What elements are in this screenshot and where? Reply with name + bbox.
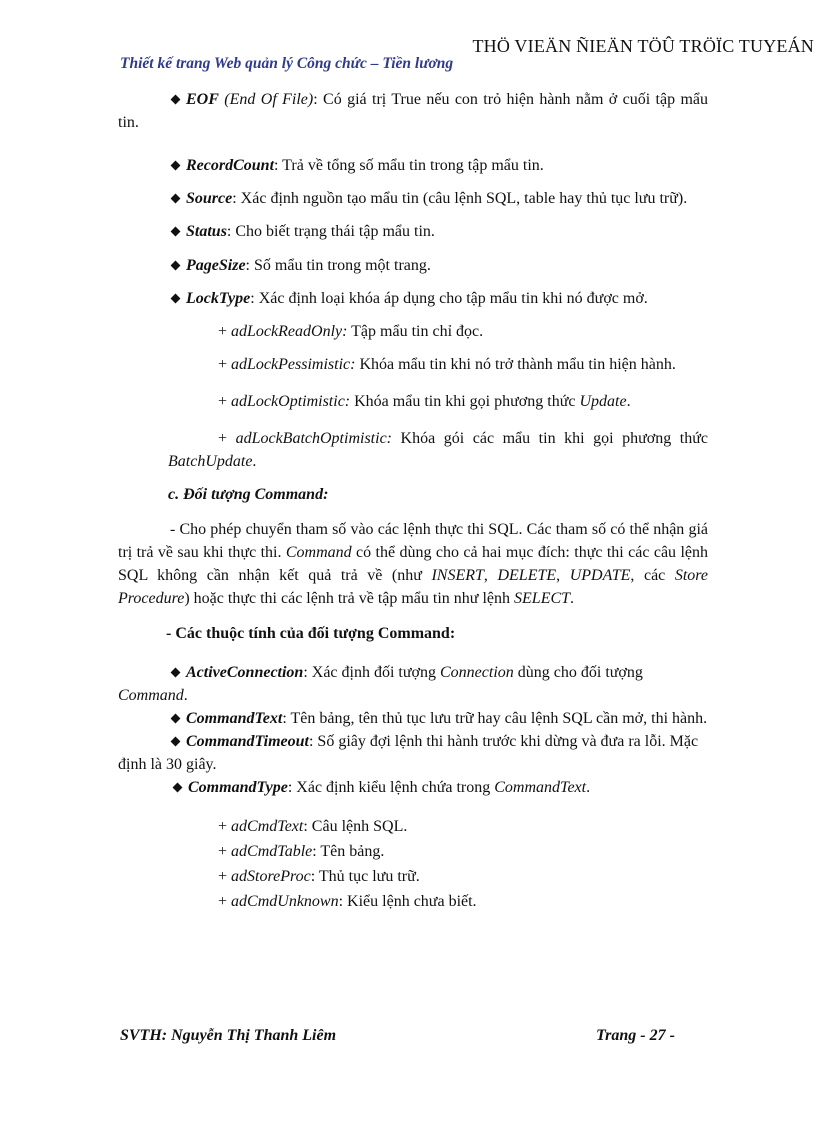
diamond-bullet-icon: [173, 782, 183, 792]
properties-title: - Các thuộc tính của đối tượng Command:: [166, 625, 456, 642]
properties-heading: [118, 622, 708, 645]
para-term: SELECT: [514, 590, 571, 607]
cmdtype-unknown: + adCmdUnknown: Kiểu lệnh chưa biết.: [218, 893, 477, 910]
cmdtype-desc: : Thủ tục lưu trữ.: [310, 868, 420, 885]
para-text: .: [570, 590, 575, 607]
prop-desc: : Tên bảng, tên thủ tục lưu trữ hay câu lệnh SQL cần mở, thi hành.: [282, 710, 708, 727]
cmdtype-name: adCmdUnknown: [231, 893, 339, 910]
option-name: adLockOptimistic:: [231, 393, 351, 410]
item-term: PageSize: [186, 257, 246, 274]
prop-object: Command: [118, 687, 184, 704]
item-desc: : Số mẩu tin trong một trang.: [245, 257, 431, 274]
option-end: .: [626, 393, 631, 410]
item-eof: [118, 88, 708, 134]
diamond-bullet-icon: [171, 260, 181, 270]
option-desc: Khóa mẩu tin khi gọi phương thức: [350, 393, 580, 410]
option-name: adLockPessimistic:: [231, 356, 356, 373]
option-name: adLockReadOnly:: [231, 323, 348, 340]
diamond-bullet-icon: [171, 193, 181, 203]
running-header: Thiết kế trang Web quản lý Công chức – Tiền lương: [120, 55, 454, 72]
watermark-text: THÖ VIEÄN ÑIEÄN TÖÛ TRÖÏC TUYEÁN: [472, 36, 814, 56]
option-desc: Tập mẩu tin chỉ đọc.: [347, 323, 484, 340]
prop-term: ActiveConnection: [186, 664, 304, 681]
item-term: RecordCount: [186, 157, 275, 174]
item-pagesize: [118, 254, 708, 277]
prop-end: .: [183, 687, 188, 704]
cmdtype-text: + adCmdText: Câu lệnh SQL.: [218, 818, 408, 835]
section-title: c. Đối tượng Command:: [168, 486, 329, 503]
item-desc: : Có giá trị True nếu con trỏ hiện hành nằm ở cuối tập mẩu tin.: [118, 91, 708, 131]
para-term: Command: [285, 544, 352, 561]
footer-page-number: Trang - 27 -: [596, 1027, 675, 1044]
diamond-bullet-icon: [171, 226, 181, 236]
para-text: có thể dùng cho cả hai mục đích: thực thi các câu lệnh SQL không cần nhận kết quả trả về (như: [118, 544, 709, 584]
prop-term: CommandText: [186, 710, 283, 727]
locktype-pessimistic: + adLockPessimistic: Khóa mẩu tin khi nó trở thành mẩu tin hiện hành.: [218, 356, 676, 373]
locktype-readonly: + adLockReadOnly: Tập mẩu tin chỉ đọc.: [218, 323, 484, 340]
cmdtype-table: + adCmdTable: Tên bảng.: [218, 843, 385, 860]
prop-desc: : Xác định đối tượng: [303, 664, 440, 681]
option-desc: Khóa mẩu tin khi nó trở thành mẩu tin hiện hành.: [355, 356, 676, 373]
prop-activeconnection: [118, 661, 708, 707]
option-desc: Khóa gói các mẩu tin khi gọi phương thức: [392, 430, 708, 447]
cmdtype-desc: : Kiểu lệnh chưa biết.: [338, 893, 477, 910]
diamond-bullet-icon: [171, 713, 181, 723]
prop-term: CommandTimeout: [186, 733, 309, 750]
item-term: Status: [186, 223, 227, 240]
prop-desc: dùng cho đối tượng: [513, 664, 643, 681]
item-status: [118, 220, 708, 243]
diamond-bullet-icon: [171, 736, 181, 746]
option-method: Update: [579, 393, 627, 410]
cmdtype-desc: : Tên bảng.: [312, 843, 385, 860]
item-abbr: (End Of File): [218, 91, 314, 108]
cmdtype-storeproc: + adStoreProc: Thủ tục lưu trữ.: [218, 868, 420, 885]
item-term: EOF: [186, 91, 219, 108]
para-term: INSERT: [431, 567, 484, 584]
prop-term: CommandType: [188, 779, 288, 796]
diamond-bullet-icon: [171, 160, 181, 170]
item-recordcount: [118, 154, 708, 177]
footer-author: SVTH: Nguyễn Thị Thanh Liêm: [120, 1027, 337, 1044]
para-term: DELETE: [497, 567, 557, 584]
diamond-bullet-icon: [171, 94, 181, 104]
para-text: ,: [483, 567, 498, 584]
cmdtype-name: adCmdText: [231, 818, 304, 835]
prop-object: CommandText: [494, 779, 587, 796]
para-term: Store Procedure: [118, 567, 709, 607]
item-desc: : Trả về tổng số mẩu tin trong tập mẩu tin.: [274, 157, 544, 174]
prop-object: Connection: [440, 664, 514, 681]
para-text: ) hoặc thực thi các lệnh trả về tập mẩu tin như lệnh: [184, 590, 515, 607]
option-end: .: [252, 453, 257, 470]
command-description: [118, 518, 708, 610]
diamond-bullet-icon: [171, 667, 181, 677]
item-source: [118, 187, 708, 210]
prop-commandtimeout: [118, 730, 708, 776]
locktype-batch: + adLockBatchOptimistic: Khóa gói các mẩu tin khi gọi phương thức BatchUpdate.: [168, 430, 708, 470]
item-desc: : Cho biết trạng thái tập mẩu tin.: [226, 223, 435, 240]
para-text: - Cho phép chuyển tham số vào các lệnh thực thi SQL. Các tham số có thể nhận giá trị trả về sau khi thực thi.: [118, 521, 708, 561]
page-body: [118, 88, 708, 914]
prop-end: .: [586, 779, 591, 796]
option-name: adLockBatchOptimistic:: [235, 430, 392, 447]
cmdtype-name: adCmdTable: [231, 843, 313, 860]
cmdtype-desc: : Câu lệnh SQL.: [303, 818, 408, 835]
prop-commandtext: [118, 707, 708, 730]
diamond-bullet-icon: [171, 293, 181, 303]
locktype-optimistic: + adLockOptimistic: Khóa mẩu tin khi gọi phương thức Update.: [218, 393, 631, 410]
section-heading: [118, 483, 708, 506]
item-desc: : Xác định nguồn tạo mẩu tin (câu lệnh SQL, table hay thủ tục lưu trữ).: [232, 190, 688, 207]
para-text: ,: [556, 567, 570, 584]
prop-commandtype: [118, 776, 708, 799]
para-text: , các: [630, 567, 675, 584]
item-term: Source: [186, 190, 233, 207]
prop-desc: : Số giây đợi lệnh thi hành trước khi dừng và đưa ra lỗi. Mặc định là 30 giây.: [118, 733, 699, 773]
para-term: UPDATE: [569, 567, 631, 584]
item-locktype: [118, 287, 708, 310]
prop-desc: : Xác định kiểu lệnh chứa trong: [287, 779, 495, 796]
option-method: BatchUpdate: [168, 453, 253, 470]
cmdtype-name: adStoreProc: [231, 868, 311, 885]
item-term: LockType: [186, 290, 251, 307]
item-desc: : Xác định loại khóa áp dụng cho tập mẩu tin khi nó được mở.: [250, 290, 648, 307]
